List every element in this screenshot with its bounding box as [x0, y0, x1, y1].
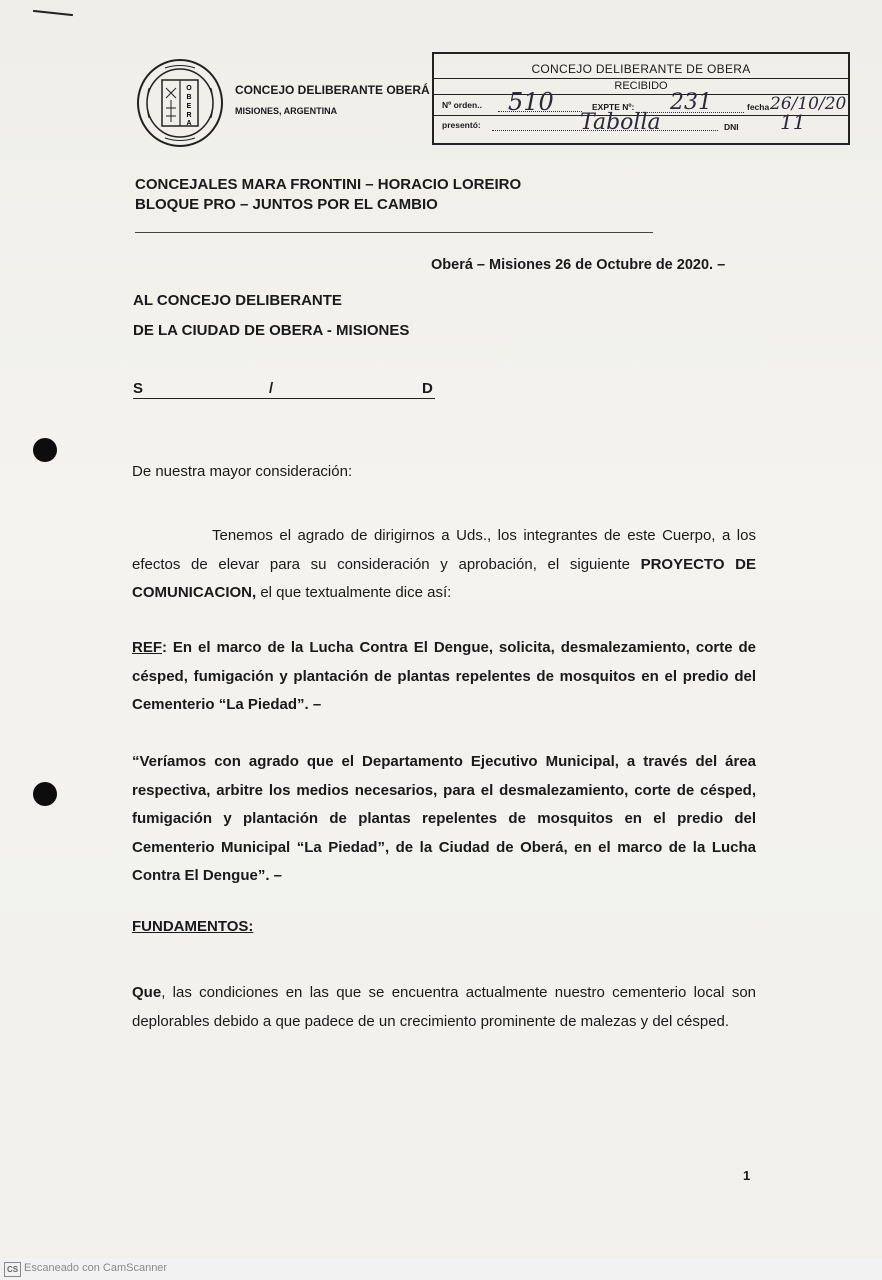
authors-line-2: BLOQUE PRO – JUNTOS POR EL CAMBIO	[135, 196, 438, 213]
svg-text:A: A	[186, 120, 192, 127]
stamp-orden-value: 510	[508, 88, 554, 116]
authors-line-1: CONCEJALES MARA FRONTINI – HORACIO LOREIRO	[135, 176, 522, 193]
stamp-fecha-value: 26/10/20	[770, 94, 847, 114]
greeting: De nuestra mayor consideración:	[132, 463, 353, 480]
stamp-expte-label: EXPTE Nº:	[592, 102, 635, 112]
org-name: CONCEJO DELIBERANTE OBERÁ	[235, 83, 430, 97]
scanner-credit: Escaneado con CamScanner	[24, 1262, 168, 1274]
fundamentos-bold: Que	[132, 984, 162, 1001]
ref-paragraph	[132, 634, 756, 720]
stamp-expte-value: 231	[670, 90, 712, 115]
org-subtitle: MISIONES, ARGENTINA	[235, 106, 338, 116]
ref-label: REF	[132, 639, 162, 656]
quote-paragraph: “Veríamos con agrado que el Departamento Ejecutivo Municipal, a través del área respectiva, arbitre los medios necesarios, para el desmalezamiento, corte de césped, fumigación y plantación de plantas repelentes de mosquitos en el predio del Cementerio Municipal “La Piedad”, de la Ciudad de Oberá, en el marco de la Lucha Contra El Dengue”. –	[132, 753, 756, 884]
addressee-line-2: DE LA CIUDAD DE OBERA - MISIONES	[133, 322, 410, 339]
stamp-fecha-label: fecha	[747, 102, 770, 112]
stamp-presento-value: Tabolla	[580, 110, 661, 135]
stamp-divider	[434, 78, 848, 79]
stamp-dni-label: DNI	[724, 122, 739, 132]
scanner-footer	[0, 1258, 882, 1280]
sd-d: D	[422, 380, 433, 397]
council-seal-logo	[135, 58, 225, 148]
ref-text: : En el marco de la Lucha Contra El Dengue, solicita, desmalezamiento, corte de césped, fumigación y plantación de plantas repelentes de mosquitos en el predio del Cementerio “La Piedad”. –	[132, 639, 756, 713]
svg-text:E: E	[186, 103, 192, 110]
fundamentos-heading: FUNDAMENTOS:	[132, 918, 254, 935]
svg-text:B: B	[186, 94, 192, 101]
svg-text:O: O	[186, 85, 192, 92]
pen-mark	[33, 10, 73, 16]
addressee-line-1: AL CONCEJO DELIBERANTE	[133, 292, 342, 309]
fundamentos-text: , las condiciones en las que se encuentra actualmente nuestro cementerio local son deplorables debido a que padece de un crecimiento prominente de malezas y del césped.	[132, 984, 756, 1030]
stamp-recibido: RECIBIDO	[614, 80, 668, 92]
stamp-title: CONCEJO DELIBERANTE DE OBERA	[531, 62, 751, 76]
reception-stamp	[432, 52, 850, 145]
page-number: 1	[743, 1168, 751, 1183]
fundamentos-paragraph	[132, 979, 756, 1036]
sd-line	[133, 380, 435, 399]
stamp-dni-value: 11	[780, 110, 806, 134]
camscanner-logo-icon: CS	[4, 1262, 21, 1277]
intro-bold: PROYECTO DE COMUNICACION,	[132, 555, 756, 601]
intro-text: Tenemos el agrado de dirigirnos a Uds., los integrantes de este Cuerpo, a los efectos de elevar para su consideración y aprobación, el siguiente	[132, 527, 756, 573]
svg-text:R: R	[186, 112, 192, 119]
sd-slash: /	[269, 380, 274, 397]
header-rule	[135, 232, 653, 233]
punch-hole	[33, 782, 57, 806]
punch-hole	[33, 438, 57, 462]
intro-tail: el que textualmente dice así:	[256, 584, 452, 601]
document-date: Oberá – Misiones 26 de Octubre de 2020. –	[431, 257, 726, 273]
intro-paragraph	[132, 522, 756, 608]
sd-s: S	[133, 380, 144, 397]
stamp-orden-label: Nº orden..	[442, 100, 482, 110]
stamp-presento-label: presentó:	[442, 120, 481, 130]
